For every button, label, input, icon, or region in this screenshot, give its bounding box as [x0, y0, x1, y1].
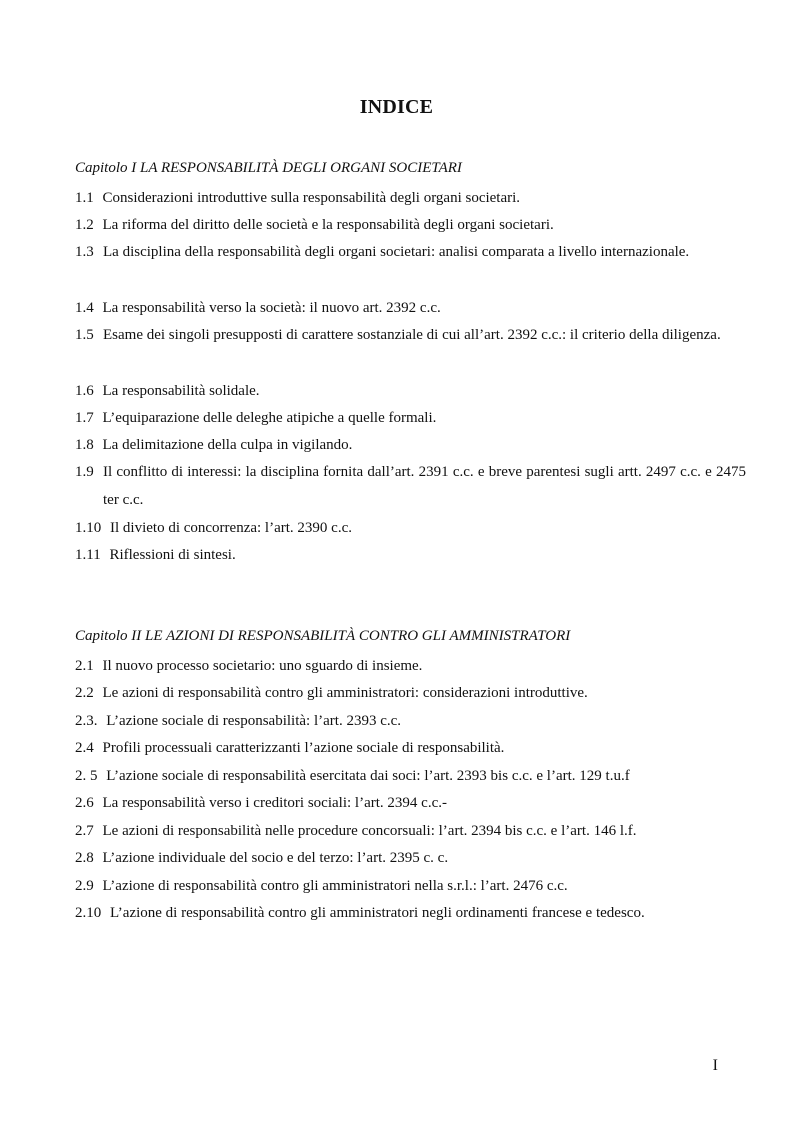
toc-entry	[75, 458, 746, 514]
entry-text: La disciplina della responsabilità degli organi societari: analisi comparata a livello internazionale.	[103, 244, 690, 260]
entry-text: La riforma del diritto delle società e la responsabilità degli organi societari.	[102, 217, 554, 233]
toc-entry	[75, 734, 718, 762]
entry-number: 1.10	[75, 520, 102, 536]
entry-number: 2.2	[75, 685, 94, 701]
chapter-heading: Capitolo II LE AZIONI DI RESPONSABILITÀ CONTRO GLI AMMINISTRATORI	[75, 628, 571, 644]
entry-number: 2.10	[75, 905, 102, 921]
entry-number: 1.6	[75, 383, 94, 399]
toc-entry	[75, 762, 718, 790]
entry-text: L’equiparazione delle deleghe atipiche a quelle formali.	[102, 410, 437, 426]
entry-text: Il nuovo processo societario: uno sguardo di insieme.	[102, 658, 423, 674]
entry-text: Profili processuali caratterizzanti l’azione sociale di responsabilità.	[102, 740, 505, 756]
page-number: I	[712, 1057, 718, 1074]
toc-entry	[75, 707, 718, 735]
entry-number: 2.7	[75, 823, 94, 839]
entry-number: 1.8	[75, 437, 94, 453]
entry-text: Le azioni di responsabilità nelle procedure concorsuali: l’art. 2394 bis c.c. e l’art. 146 l.f.	[102, 823, 637, 839]
entry-number: 1.7	[75, 410, 94, 426]
entry-text: Il conflitto di interessi: la disciplina fornita dall’art. 2391 c.c. e breve parentesi sugli artt. 2497 c.c. e 2475 ter c.c.	[103, 464, 746, 508]
entry-text: Le azioni di responsabilità contro gli amministratori: considerazioni introduttive.	[102, 685, 588, 701]
entry-number: 1.5	[75, 327, 94, 343]
entry-text: La responsabilità verso la società: il nuovo art. 2392 c.c.	[102, 300, 441, 316]
entry-number: 2.1	[75, 658, 94, 674]
toc-entry	[75, 679, 718, 707]
entry-number: 2.9	[75, 878, 94, 894]
entry-number: 1.9	[75, 464, 94, 480]
entry-text: La delimitazione della culpa in vigilando.	[102, 437, 353, 453]
entry-number: 1.1	[75, 190, 94, 206]
toc-entry	[75, 294, 718, 322]
toc-entry	[75, 321, 746, 349]
entry-number: 1.4	[75, 300, 94, 316]
toc-entry	[75, 899, 718, 927]
toc-entry	[75, 211, 718, 239]
toc-entry	[75, 541, 718, 569]
toc-entry	[75, 377, 718, 405]
entry-text: L’azione sociale di responsabilità esercitata dai soci: l’art. 2393 bis c.c. e l’art. 129 t.u.f	[106, 768, 630, 784]
toc-entry	[75, 789, 718, 817]
toc-entry	[75, 844, 718, 872]
entry-text: Considerazioni introduttive sulla responsabilità degli organi societari.	[102, 190, 521, 206]
entry-text: La responsabilità solidale.	[102, 383, 260, 399]
entry-text: La responsabilità verso i creditori sociali: l’art. 2394 c.c.-	[102, 795, 447, 811]
entry-number: 2.6	[75, 795, 94, 811]
entry-text: Esame dei singoli presupposti di carattere sostanziale di cui all’art. 2392 c.c.: il criterio della diligenza.	[103, 327, 721, 343]
entry-number: 2.8	[75, 850, 94, 866]
entry-text: L’azione sociale di responsabilità: l’art. 2393 c.c.	[106, 713, 402, 729]
entry-text: Il divieto di concorrenza: l’art. 2390 c.c.	[110, 520, 352, 536]
entry-number: 1.11	[75, 547, 101, 563]
entry-number: 2.3.	[75, 713, 98, 729]
toc-entry	[75, 514, 718, 542]
entry-text: L’azione di responsabilità contro gli amministratori negli ordinamenti francese e tedesco.	[110, 905, 645, 921]
entry-number: 1.3	[75, 244, 94, 260]
toc-entry	[75, 652, 718, 680]
page-title: INDICE	[359, 96, 434, 118]
toc-entry	[75, 872, 718, 900]
entry-text: Riflessioni di sintesi.	[109, 547, 236, 563]
entry-text: L’azione individuale del socio e del terzo: l’art. 2395 c. c.	[102, 850, 449, 866]
toc-entry	[75, 817, 718, 845]
entry-text: L’azione di responsabilità contro gli amministratori nella s.r.l.: l’art. 2476 c.c.	[102, 878, 568, 894]
toc-entry	[75, 238, 746, 266]
chapter-heading: Capitolo I LA RESPONSABILITÀ DEGLI ORGANI SOCIETARI	[75, 160, 462, 176]
entry-number: 1.2	[75, 217, 94, 233]
entry-number: 2. 5	[75, 768, 98, 784]
toc-entry	[75, 404, 718, 432]
toc-entry	[75, 184, 718, 212]
toc-entry	[75, 431, 718, 459]
entry-number: 2.4	[75, 740, 94, 756]
